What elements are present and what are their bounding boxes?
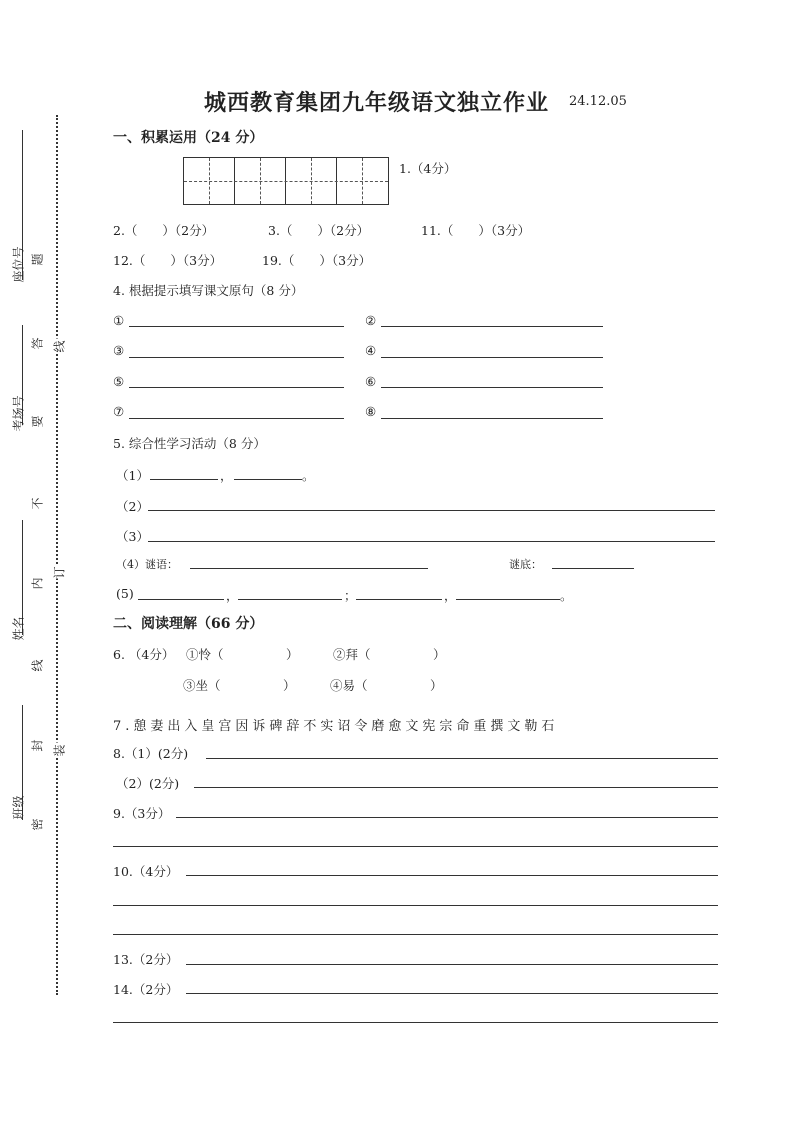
q4-mark: ⑧: [365, 404, 377, 419]
q9-label: 9.（3分）: [113, 806, 171, 821]
section2-heading: 二、阅读理解（66 分）: [113, 616, 264, 632]
page-date: 24.12.05: [569, 94, 627, 109]
q5-4-riddle-line[interactable]: [190, 568, 428, 569]
seal-word: 要: [30, 415, 45, 428]
q5-5-label: (5): [116, 586, 134, 601]
q6-item[interactable]: ②拜（ ）: [333, 647, 446, 662]
seal-word: 线: [30, 659, 45, 672]
q5-5-line[interactable]: [456, 599, 560, 600]
q10-line-2[interactable]: [113, 905, 718, 906]
q4-mark: ⑤: [113, 374, 125, 389]
q5-1-line-a[interactable]: [150, 479, 218, 480]
q19-answer[interactable]: 19.（ ）（3分）: [262, 253, 372, 268]
name-label: 姓名: [11, 616, 26, 641]
q3-answer[interactable]: 3.（ ）（2分）: [268, 223, 370, 238]
q4-mark: ①: [113, 313, 125, 328]
seal-word-2: 线: [52, 340, 67, 353]
q8-1-label: 8.（1）(2分): [113, 746, 189, 761]
q4-line[interactable]: [129, 326, 344, 327]
q14-line-2[interactable]: [113, 1022, 718, 1023]
q5-1-line-b[interactable]: [234, 479, 302, 480]
seal-word: 答: [30, 337, 45, 350]
q5-5-line[interactable]: [238, 599, 342, 600]
q5-3-line[interactable]: [148, 541, 715, 542]
q4-mark: ⑦: [113, 404, 125, 419]
q10-line-3[interactable]: [113, 934, 718, 935]
seal-word: 不: [30, 497, 45, 510]
q4-mark: ②: [365, 313, 377, 328]
seal-word-2: 装: [52, 744, 67, 757]
q4-line[interactable]: [129, 418, 344, 419]
q5-5-line[interactable]: [138, 599, 224, 600]
q5-1-end: 。: [302, 468, 315, 483]
q1-label: 1.（4分）: [399, 161, 457, 176]
section1-heading: 一、积累运用（24 分）: [113, 130, 264, 146]
q2-answer[interactable]: 2.（ ）（2分）: [113, 223, 215, 238]
q8-2-line[interactable]: [194, 787, 718, 788]
q12-answer[interactable]: 12.（ ）（3分）: [113, 253, 223, 268]
q14-line[interactable]: [186, 993, 718, 994]
binding-dotted-line: [56, 115, 58, 995]
page-title: 城西教育集团九年级语文独立作业: [204, 90, 550, 116]
q5-2-line[interactable]: [148, 510, 715, 511]
q8-1-line[interactable]: [206, 758, 718, 759]
q9-line-2[interactable]: [113, 846, 718, 847]
q7-text[interactable]: 7.憩妻出入皇宫因诉碑辞不实诏令磨愈文宪宗命重撰文勒石: [113, 719, 559, 734]
q10-line[interactable]: [186, 875, 718, 876]
q6-item[interactable]: ①怜（ ）: [186, 647, 299, 662]
q5-5-sep: ；: [344, 588, 357, 603]
q4-line[interactable]: [129, 387, 344, 388]
q5-1-label: （1）: [116, 468, 149, 483]
q14-label: 14.（2分）: [113, 982, 179, 997]
class-label: 班级: [11, 795, 26, 820]
character-grid[interactable]: [183, 157, 389, 205]
q11-answer[interactable]: 11.（ ）（3分）: [421, 223, 531, 238]
q5-5-sep: 。: [560, 588, 573, 603]
q4-line[interactable]: [381, 326, 603, 327]
q8-2-label: （2）(2分): [116, 776, 180, 791]
q5-4-answer-label: 谜底：: [509, 558, 542, 571]
exam-room-label: 考场号: [11, 395, 26, 432]
q4-mark: ④: [365, 343, 377, 358]
seal-word: 封: [30, 739, 45, 752]
seal-word: 题: [30, 253, 45, 266]
q4-prompt: 4. 根据提示填写课文原句（8 分）: [113, 283, 304, 298]
q13-label: 13.（2分）: [113, 952, 179, 967]
q10-label: 10.（4分）: [113, 864, 179, 879]
q5-prompt: 5. 综合性学习活动（8 分）: [113, 436, 266, 451]
q9-line[interactable]: [176, 817, 718, 818]
q5-1-sep: ，: [220, 468, 233, 483]
q5-4-label: （4）谜语：: [116, 558, 178, 571]
q4-line[interactable]: [381, 387, 603, 388]
q4-line[interactable]: [381, 418, 603, 419]
q5-3-label: （3）: [116, 529, 149, 544]
q5-5-line[interactable]: [356, 599, 442, 600]
q4-line[interactable]: [129, 357, 344, 358]
q13-line[interactable]: [186, 964, 718, 965]
seat-number-label: 座位号: [11, 246, 26, 283]
seal-word-2: 订: [52, 566, 67, 579]
q5-5-sep: ，: [444, 588, 457, 603]
q6-label: 6. （4分）: [113, 647, 175, 662]
seal-word: 密: [30, 818, 45, 831]
q6-item[interactable]: ③坐（ ）: [183, 678, 296, 693]
seal-word: 内: [30, 577, 45, 590]
q6-item[interactable]: ④易（ ）: [330, 678, 443, 693]
q5-5-sep: ，: [226, 588, 239, 603]
q5-4-answer-line[interactable]: [552, 568, 634, 569]
q4-mark: ③: [113, 343, 125, 358]
q5-2-label: （2）: [116, 499, 149, 514]
q4-line[interactable]: [381, 357, 603, 358]
q4-mark: ⑥: [365, 374, 377, 389]
